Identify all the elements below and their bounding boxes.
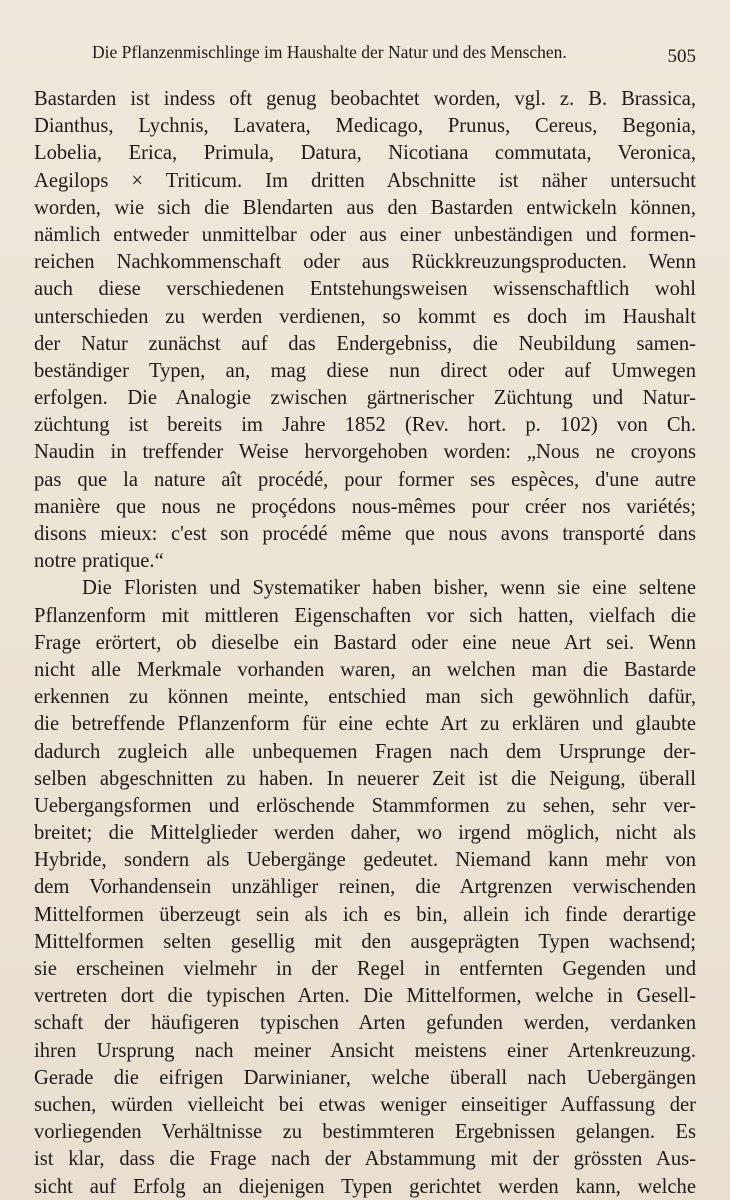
paragraph-1 xyxy=(34,86,696,575)
paragraph-2 xyxy=(34,575,696,1200)
text-line: Dianthus, Lychnis, Lavatera, Medicago, Prunus, Cereus, Begonia, xyxy=(34,115,696,138)
text-line: Gerade die eifrigen Darwinianer, welche überall nach Uebergängen xyxy=(34,1066,696,1089)
text-line: der Natur zunächst auf das Endergebniss, die Neubildung samen- xyxy=(34,332,696,355)
text-line: nämlich entweder unmittelbar oder aus einer unbeständigen und formen- xyxy=(34,223,696,246)
text-line: Frage erörtert, ob dieselbe ein Bastard oder eine neue Art sei. Wenn xyxy=(34,631,696,654)
text-line: vertreten dort die typischen Arten. Die Mittelformen, welche in Gesell- xyxy=(34,985,696,1008)
text-line: züchtung ist bereits im Jahre 1852 (Rev. hort. p. 102) von Ch. xyxy=(34,414,696,437)
text-line: reichen Nachkommenschaft oder aus Rückkreuzungsproducten. Wenn xyxy=(34,251,696,274)
text-line: auch diese verschiedenen Entstehungsweisen wissenschaftlich wohl xyxy=(34,278,696,301)
text-line: Mittelformen selten gesellig mit den ausgeprägten Typen wachsend; xyxy=(34,930,696,953)
text-line: die betreffende Pflanzenform für eine echte Art zu erklären und glaubte xyxy=(34,713,696,736)
text-line: sie erscheinen vielmehr in der Regel in entfernten Gegenden und xyxy=(34,958,696,980)
text-line: beständiger Typen, an, mag diese nun direct oder auf Umwegen xyxy=(34,359,696,382)
page-header xyxy=(92,40,696,70)
text-line: Die Floristen und Systematiker haben bisher, wenn sie eine seltene xyxy=(82,577,696,600)
text-line: Uebergangsformen und erlöschende Stammformen zu sehen, sehr ver- xyxy=(34,794,696,817)
page-number: 505 xyxy=(667,46,696,67)
text-line: pas que la nature aît procédé, pour former ses espèces, d'une autre xyxy=(34,468,696,491)
text-line: schaft der häufigeren typischen Arten gefunden werden, verdanken xyxy=(34,1012,696,1035)
text-line: Aegilops × Triticum. Im dritten Abschnitte ist näher untersucht xyxy=(34,169,696,192)
text-line: Hybride, sondern als Uebergänge gedeutet. Niemand kann mehr von xyxy=(34,849,696,872)
text-line: worden, wie sich die Blendarten aus den Bastarden entwickeln können, xyxy=(34,196,696,219)
text-line: Pflanzenform mit mittleren Eigenschaften vor sich hatten, vielfach die xyxy=(34,604,696,627)
text-line: erkennen zu können meinte, entschied man sich gewöhnlich dafür, xyxy=(34,686,696,709)
text-line: dem Vorhandensein unzähliger reinen, die Artgrenzen verwischenden xyxy=(34,876,696,899)
text-line: Lobelia, Erica, Primula, Datura, Nicotiana commutata, Veronica, xyxy=(34,142,696,165)
body-text xyxy=(34,86,696,1200)
text-line: dadurch zugleich alle unbequemen Fragen nach dem Ursprunge der- xyxy=(34,740,696,763)
text-line: erfolgen. Die Analogie zwischen gärtnerischer Züchtung und Natur- xyxy=(34,387,696,410)
text-line: Bastarden ist indess oft genug beobachtet worden, vgl. z. B. Brassica, xyxy=(34,88,696,110)
text-line: Mittelformen überzeugt sein als ich es bin, allein ich finde derartige xyxy=(34,903,696,926)
text-line: selben abgeschnitten zu haben. In neuerer Zeit ist die Neigung, überall xyxy=(34,767,696,790)
text-line: nicht alle Merkmale vorhanden waren, an welchen man die Bastarde xyxy=(34,658,696,681)
running-title: Die Pflanzenmischlinge im Haushalte der Natur und des Menschen. xyxy=(92,42,567,62)
text-line: breitet; die Mittelglieder werden daher, wo irgend möglich, nicht als xyxy=(34,822,696,845)
text-line: suchen, würden vielleicht bei etwas weniger einseitiger Auffassung der xyxy=(34,1093,696,1116)
text-line: notre pratique.“ xyxy=(34,550,164,573)
text-line: ihren Ursprung nach meiner Ansicht meistens einer Artenkreuzung. xyxy=(34,1039,696,1062)
text-line: manière que nous ne proçédons nous-mêmes pour créer nos variétés; xyxy=(34,495,696,518)
text-line: sicht auf Erfolg an diejenigen Typen gerichtet werden kann, welche xyxy=(34,1175,696,1198)
text-line: ist klar, dass die Frage nach der Abstammung mit der grössten Aus- xyxy=(34,1148,696,1171)
text-line: Naudin in treffender Weise hervorgehoben worden: „Nous ne croyons xyxy=(34,441,696,464)
text-line: disons mieux: c'est son procédé même que nous avons transporté dans xyxy=(34,523,696,545)
text-line: vorliegenden Verhältnisse zu bestimmteren Ergebnissen gelangen. Es xyxy=(34,1121,696,1144)
text-line: unterschieden zu werden verdienen, so kommt es doch im Haushalt xyxy=(34,305,696,328)
